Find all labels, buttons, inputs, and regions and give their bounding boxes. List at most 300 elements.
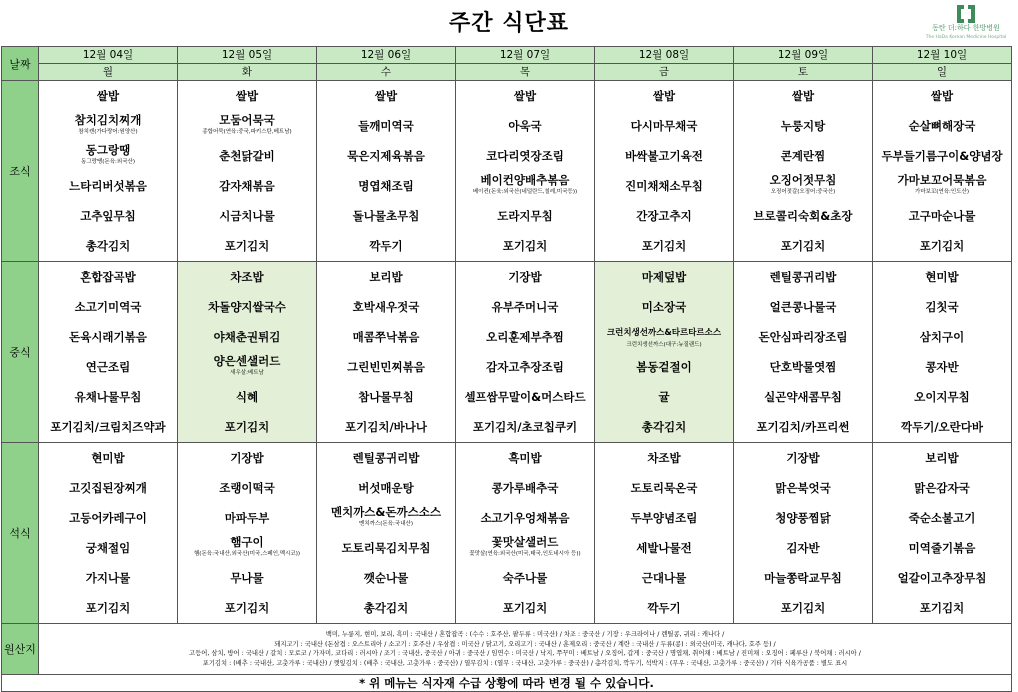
menu-slot: [647, 443, 680, 473]
menu-slot: [214, 352, 281, 382]
menu-slot: [358, 171, 414, 201]
dish-name: 명엽채조림: [358, 179, 414, 193]
dish-name: 쌀밥: [96, 89, 120, 103]
menu-slot: [69, 473, 147, 503]
menu-slot: [920, 322, 964, 352]
day-date: 12월 09일: [734, 47, 873, 64]
weekly-menu-table: [1, 46, 1012, 692]
origin-note: 오징어젓갈(오징어:중국산): [770, 189, 836, 195]
dinner-label: 석식: [2, 443, 39, 624]
menu-slot: [219, 171, 275, 201]
menu-slot: [909, 201, 976, 231]
menu-slot: [331, 503, 441, 533]
day-weekday: 일: [873, 64, 1012, 81]
menu-slot: [202, 111, 291, 141]
menu-slot: [375, 81, 397, 111]
dish-name: 셀프쌈무말이&머스타드: [464, 390, 586, 404]
menu-slot: [508, 111, 541, 141]
dish-name: 멘치까스&돈까스소스: [330, 505, 441, 519]
dish-name: 김칫국: [925, 300, 959, 314]
dish-name: 오이지무침: [914, 390, 970, 404]
dish-name: 포기김치/바나나: [345, 420, 427, 434]
dish-name: 단호박물엿찜: [769, 360, 837, 374]
dish-name: 쌀밥: [513, 89, 537, 103]
origin-note: 멘치까스(돈육:국내산): [359, 521, 413, 527]
menu-slot: [80, 262, 136, 292]
dish-name: 브로콜리숙회&초장: [753, 209, 853, 223]
menu-slot: [364, 593, 408, 623]
breakfast-menu-cell: [595, 81, 734, 262]
dish-name: 총각김치: [85, 239, 131, 253]
origin-row: [2, 624, 1012, 675]
dish-name: 시금치나물: [219, 209, 275, 223]
menu-slot: [631, 473, 698, 503]
dish-name: 포기김치: [780, 601, 826, 615]
dish-name: 쌀밥: [652, 89, 676, 103]
day-weekday: 월: [39, 64, 178, 81]
origin-label: 원산지: [2, 624, 39, 675]
dish-name: 기장밥: [230, 451, 264, 465]
menu-slot: [781, 111, 825, 141]
menu-slot: [625, 171, 703, 201]
lunch-menu-cell: [734, 262, 873, 443]
menu-slot: [75, 111, 142, 141]
menu-slot: [91, 443, 124, 473]
menu-slot: [647, 593, 680, 623]
menu-slot: [486, 322, 564, 352]
logo-text: 동탄 더:하다 한방병원: [932, 24, 1000, 32]
day-weekday: 화: [178, 64, 317, 81]
menu-slot: [225, 503, 269, 533]
day-date: 12월 08일: [595, 47, 734, 64]
dish-name: 가지나물: [85, 571, 131, 585]
menu-slot: [69, 171, 147, 201]
dish-name: 유채나물무침: [74, 390, 142, 404]
menu-slot: [925, 352, 958, 382]
dinner-menu-cell: [317, 443, 456, 624]
dish-name: 차조밥: [230, 270, 264, 284]
menu-slot: [781, 141, 825, 171]
lunch-menu-cell: [873, 262, 1012, 443]
dish-name: 렌틸콩귀리밥: [769, 270, 837, 284]
origin-line: 돼지고기 : 국내산 (돈삼겹 : 오스트리아 / 소고기 : 호주산 / 우삼겹 : 미국산 / 닭고기, 오리고기 : 국내산 / 훈제오리 : 중국산 / 계란 : 국내산 / 두류(콩) : 외국산(미국, 캐나다, 호주 등) /: [274, 640, 776, 648]
origin-line: 포기김치 : (배추 : 국내산, 고춧가루 : 국내산) / 깻잎김치 : (배추 : 국내산, 고춧가루 : 중국산) / 열무김치 : (열무 : 국내산, 고춧가루 : 중국산) / 총각김치, 깍두기, 석박지 : (무우 : 국내산, 고춧가루 : 중국산) / 기타 식육가공품 : 별도 표시: [202, 659, 848, 667]
dish-name: 봄동겉절이: [636, 360, 692, 374]
menu-slot: [214, 322, 281, 352]
menu-slot: [770, 292, 837, 322]
menu-slot: [353, 322, 420, 352]
footer-note: * 위 메뉴는 식자재 수급 상황에 따라 변경 될 수 있습니다.: [2, 675, 1012, 692]
dish-name: 쌀밥: [791, 89, 815, 103]
menu-slot: [86, 352, 130, 382]
dish-name: 감자채볶음: [219, 179, 275, 193]
dish-name: 오징어젓무침: [769, 173, 837, 187]
menu-slot: [914, 382, 970, 412]
dinner-row: [2, 443, 1012, 624]
menu-slot: [369, 231, 402, 261]
menu-slot: [759, 322, 848, 352]
dish-name: 참치김치찌개: [74, 113, 142, 127]
dish-name: 느타리버섯볶음: [69, 179, 147, 193]
dish-name: 렌틸콩귀리밥: [352, 451, 420, 465]
dish-name: 고깃집된장찌개: [69, 481, 147, 495]
menu-slot: [653, 81, 675, 111]
dish-name: 아욱국: [508, 119, 542, 133]
menu-slot: [81, 141, 135, 171]
dish-name: 도토리묵온국: [630, 481, 698, 495]
menu-slot: [225, 231, 269, 261]
dish-name: 쌀밥: [374, 89, 398, 103]
dish-name: 보리밥: [925, 451, 959, 465]
menu-slot: [347, 141, 425, 171]
origin-note: 종합어묵(연육:중국,파키스탄,베트남): [202, 129, 292, 135]
origin-note: 꽃맛살(연육:외국산(미국,태국,인도네시아 등)): [469, 551, 581, 557]
dish-name: 돌나물초무침: [352, 209, 420, 223]
dish-name: 고추잎무침: [80, 209, 136, 223]
menu-slot: [347, 352, 425, 382]
dish-name: 양은센샐러드: [213, 354, 281, 368]
dish-name: 고구마순나물: [908, 209, 976, 223]
day-date: 12월 06일: [317, 47, 456, 64]
dish-name: 크런치생선까스&타르타르소스: [606, 328, 722, 338]
day-date: 12월 07일: [456, 47, 595, 64]
origin-note: 크런치생선까스(대구:뉴질랜드): [626, 342, 702, 348]
dish-name: 묵은지제육볶음: [347, 149, 425, 163]
weekday-row: [2, 64, 1012, 81]
dish-name: 꽃맛살샐러드: [491, 535, 559, 549]
dish-name: 춘천닭갈비: [219, 149, 275, 163]
menu-slot: [636, 533, 692, 563]
dish-name: 귤: [658, 390, 670, 404]
day-weekday: 금: [595, 64, 734, 81]
breakfast-menu-cell: [873, 81, 1012, 262]
menu-slot: [353, 443, 420, 473]
breakfast-menu-cell: [317, 81, 456, 262]
dish-name: 호박새우젓국: [352, 300, 420, 314]
dish-name: 돈안심파리장조림: [758, 330, 848, 344]
origin-note: 동그랑땡(돈육:외국산): [81, 159, 135, 165]
dish-name: 포기김치/크림치즈약과: [50, 420, 166, 434]
menu-slot: [636, 352, 692, 382]
menu-slot: [514, 81, 536, 111]
dish-name: 고등어카레구이: [69, 511, 147, 525]
dish-name: 포기김치: [502, 239, 548, 253]
dish-name: 세발나물전: [636, 541, 692, 555]
menu-slot: [236, 382, 258, 412]
menu-slot: [364, 563, 408, 593]
dish-name: 베이컨양배추볶음: [480, 173, 570, 187]
dish-name: 보리밥: [369, 270, 403, 284]
dish-name: 모둠어묵국: [219, 113, 275, 127]
dish-name: 식혜: [235, 390, 259, 404]
dish-name: 순살뼈해장국: [908, 119, 976, 133]
dish-name: 동그랑땡: [85, 143, 131, 157]
menu-slot: [898, 563, 987, 593]
origin-line: 고등어, 삼치, 방어 : 국내산 / 갈치 : 모로코 / 가자미, 코다리 : 러시아 / 조기 : 국내산, 중국산 / 아귀 : 중국산 / 임연수 : 미국산 / 낙지, 쭈꾸미 : 베트남 / 오징어, 갑게 : 중국산 / 명엽채, 취어채 : 베트남 / 진미채 : 오징어 : 페루산 / 북어채 : 러시아 /: [189, 650, 861, 657]
breakfast-label: 조식: [2, 81, 39, 262]
dish-name: 현미밥: [91, 451, 125, 465]
day-weekday: 수: [317, 64, 456, 81]
dish-name: 마파두부: [224, 511, 270, 525]
dish-name: 콩자반: [925, 360, 959, 374]
dish-name: 숙주나물: [502, 571, 548, 585]
dish-name: 총각김치: [641, 420, 687, 434]
origin-note: 참치캔(가다랑어:원양산): [78, 129, 138, 135]
dish-name: 그린빈민찌볶음: [347, 360, 425, 374]
dish-name: 가마보꼬어묵볶음: [897, 173, 987, 187]
dish-name: 혼합잡곡밥: [80, 270, 136, 284]
dish-name: 총각김치: [363, 601, 409, 615]
lunch-menu-cell: [595, 262, 734, 443]
menu-slot: [69, 322, 147, 352]
dish-name: 얼갈이고추장무침: [897, 571, 987, 585]
dish-name: 누룽지탕: [780, 119, 826, 133]
menu-slot: [75, 292, 142, 322]
menu-slot: [236, 81, 258, 111]
menu-slot: [194, 533, 300, 563]
dish-name: 들깨미역국: [358, 119, 414, 133]
menu-slot: [219, 473, 275, 503]
menu-slot: [230, 262, 263, 292]
lunch-menu-cell: [456, 262, 595, 443]
menu-slot: [764, 563, 842, 593]
menu-slot: [369, 262, 402, 292]
dish-name: 포기김치: [919, 239, 965, 253]
dish-name: 죽순소불고기: [908, 511, 976, 525]
dish-name: 두부들기름구이&양념장: [881, 149, 1003, 163]
dish-name: 포기김치: [224, 420, 270, 434]
dish-name: 포기김치: [224, 239, 270, 253]
hospital-logo-icon: [956, 4, 976, 24]
menu-slot: [881, 141, 1002, 171]
dish-name: 포기김치/초코칩쿠키: [472, 420, 578, 434]
menu-slot: [492, 473, 559, 503]
dish-name: 소고기미역국: [74, 300, 142, 314]
menu-slot: [898, 171, 987, 201]
menu-slot: [353, 292, 420, 322]
dish-name: 감자고추장조림: [486, 360, 564, 374]
menu-slot: [503, 231, 547, 261]
dish-name: 깍두기: [647, 601, 681, 615]
menu-slot: [469, 533, 580, 563]
menu-slot: [481, 503, 570, 533]
dish-name: 매콤쭈낙볶음: [352, 330, 420, 344]
menu-slot: [764, 382, 842, 412]
menu-slot: [925, 262, 958, 292]
menu-slot: [80, 201, 136, 231]
breakfast-menu-cell: [456, 81, 595, 262]
menu-slot: [631, 111, 698, 141]
dish-name: 다시마무채국: [630, 119, 698, 133]
dish-name: 포기김치: [502, 601, 548, 615]
menu-slot: [914, 473, 970, 503]
dish-name: 연근조림: [85, 360, 131, 374]
menu-slot: [792, 81, 814, 111]
footer-row: [2, 675, 1012, 692]
menu-slot: [86, 533, 130, 563]
menu-slot: [492, 292, 559, 322]
origin-line: 백미, 누룽지, 현미, 보리, 흑미 : 국내산 / 혼합잡곡 : (수수 : 호주산, 팥두류 : 미국산) / 차조 : 중국산 / 기장 : 우크라이나 / 렌틸콩, 귀리 : 캐나다 /: [325, 631, 725, 638]
menu-slot: [508, 262, 541, 292]
day-date: 12월 10일: [873, 47, 1012, 64]
menu-slot: [486, 352, 564, 382]
menu-slot: [503, 563, 547, 593]
dish-name: 쌀밥: [930, 89, 954, 103]
hospital-logo: [918, 4, 1014, 44]
origin-note: 햄(돈육:국내산,외국산(미국,스페인,멕시코)): [193, 551, 300, 557]
breakfast-menu-cell: [734, 81, 873, 262]
menu-slot: [86, 593, 130, 623]
menu-slot: [909, 503, 976, 533]
dish-name: 포기김치: [919, 601, 965, 615]
dish-name: 마늘쫑락교무침: [764, 571, 842, 585]
menu-slot: [358, 382, 414, 412]
date-row: [2, 47, 1012, 64]
menu-slot: [931, 81, 953, 111]
menu-slot: [642, 292, 686, 322]
dish-name: 콩가루배추국: [491, 481, 559, 495]
dish-name: 코다리엿장조림: [486, 149, 564, 163]
menu-slot: [473, 412, 577, 442]
dish-name: 김자반: [786, 541, 820, 555]
menu-slot: [225, 412, 269, 442]
menu-slot: [642, 563, 686, 593]
menu-slot: [86, 231, 130, 261]
menu-slot: [97, 81, 119, 111]
dish-name: 콘계란찜: [780, 149, 826, 163]
date-label: 날짜: [2, 47, 39, 81]
menu-slot: [86, 563, 130, 593]
menu-slot: [50, 412, 165, 442]
menu-slot: [75, 382, 142, 412]
menu-slot: [358, 111, 414, 141]
menu-slot: [770, 171, 837, 201]
menu-slot: [230, 563, 263, 593]
dish-name: 얼큰콩나물국: [769, 300, 837, 314]
dish-name: 참나물무침: [358, 390, 414, 404]
dish-name: 버섯매운탕: [358, 481, 414, 495]
dish-name: 깻순나물: [363, 571, 409, 585]
menu-slot: [225, 593, 269, 623]
menu-slot: [925, 292, 958, 322]
menu-slot: [909, 533, 976, 563]
dish-name: 현미밥: [925, 270, 959, 284]
menu-slot: [658, 382, 669, 412]
dish-name: 궁채절임: [85, 541, 131, 555]
day-date: 12월 04일: [39, 47, 178, 64]
dish-name: 기장밥: [508, 270, 542, 284]
dinner-menu-cell: [178, 443, 317, 624]
dish-name: 포기김치/카프리썬: [756, 420, 850, 434]
menu-slot: [69, 503, 147, 533]
dish-name: 마제덮밥: [641, 270, 687, 284]
dish-name: 바싹불고기육전: [625, 149, 703, 163]
menu-slot: [775, 473, 831, 503]
menu-slot: [925, 443, 958, 473]
menu-slot: [508, 443, 541, 473]
lunch-row: [2, 262, 1012, 443]
origin-note: 베이컨(돈육:외국산(네덜란드,칠레,미국등)): [472, 189, 578, 195]
dish-name: 기장밥: [786, 451, 820, 465]
menu-slot: [909, 111, 976, 141]
dinner-menu-cell: [873, 443, 1012, 624]
dish-name: 실곤약새콤무침: [764, 390, 842, 404]
page-title: 주간 식단표: [449, 11, 569, 36]
dish-name: 돈육시래기볶음: [69, 330, 147, 344]
dish-name: 소고기우엉채볶음: [480, 511, 570, 525]
dish-name: 미소장국: [641, 300, 687, 314]
menu-slot: [208, 292, 286, 322]
menu-slot: [920, 593, 964, 623]
menu-slot: [775, 503, 831, 533]
origin-note: 가마보꼬(연육:인도산): [915, 189, 969, 195]
day-date: 12월 05일: [178, 47, 317, 64]
dish-name: 두부양념조림: [630, 511, 698, 525]
dish-name: 청양풍찜닭: [775, 511, 831, 525]
dish-name: 오리훈제부추찜: [486, 330, 564, 344]
dish-name: 맑은감자국: [914, 481, 970, 495]
dish-name: 깍두기: [369, 239, 403, 253]
dish-name: 간장고추지: [636, 209, 692, 223]
dish-name: 맑은북엇국: [775, 481, 831, 495]
day-weekday: 토: [734, 64, 873, 81]
menu-slot: [786, 533, 819, 563]
dish-name: 무나물: [230, 571, 264, 585]
origin-note: 새우살:베트남: [230, 370, 264, 376]
origin-info: [39, 624, 1012, 675]
menu-slot: [230, 443, 263, 473]
menu-slot: [754, 201, 853, 231]
menu-slot: [642, 262, 686, 292]
menu-slot: [473, 171, 577, 201]
lunch-menu-cell: [178, 262, 317, 443]
menu-slot: [642, 412, 686, 442]
dish-name: 차돌양지쌀국수: [208, 300, 286, 314]
menu-slot: [358, 473, 414, 503]
dish-name: 도토리묵김치무침: [341, 541, 431, 555]
dish-name: 유부주머니국: [491, 300, 559, 314]
lunch-menu-cell: [39, 262, 178, 443]
menu-slot: [756, 412, 849, 442]
dish-name: 도라지무침: [497, 209, 553, 223]
menu-slot: [497, 201, 553, 231]
dish-name: 근대나물: [641, 571, 687, 585]
dish-name: 삼치구이: [919, 330, 965, 344]
dish-name: 미역줄기볶음: [908, 541, 976, 555]
day-weekday: 목: [456, 64, 595, 81]
menu-slot: [625, 141, 703, 171]
dinner-menu-cell: [456, 443, 595, 624]
menu-slot: [503, 593, 547, 623]
menu-slot: [636, 201, 692, 231]
breakfast-menu-cell: [39, 81, 178, 262]
menu-slot: [631, 503, 698, 533]
dish-name: 차조밥: [647, 451, 681, 465]
dish-name: 쌀밥: [235, 89, 259, 103]
dinner-menu-cell: [595, 443, 734, 624]
dish-name: 포기김치: [780, 239, 826, 253]
logo-subtitle: The HaDa Korean Medicine Hospital: [925, 35, 1007, 40]
menu-slot: [342, 533, 431, 563]
menu-slot: [607, 322, 721, 352]
menu-slot: [219, 141, 275, 171]
dish-name: 포기김치: [641, 239, 687, 253]
dinner-menu-cell: [734, 443, 873, 624]
dish-name: 진미채채소무침: [625, 179, 703, 193]
dish-name: 조랭이떡국: [219, 481, 275, 495]
dish-name: 포기김치: [85, 601, 131, 615]
menu-slot: [219, 201, 275, 231]
